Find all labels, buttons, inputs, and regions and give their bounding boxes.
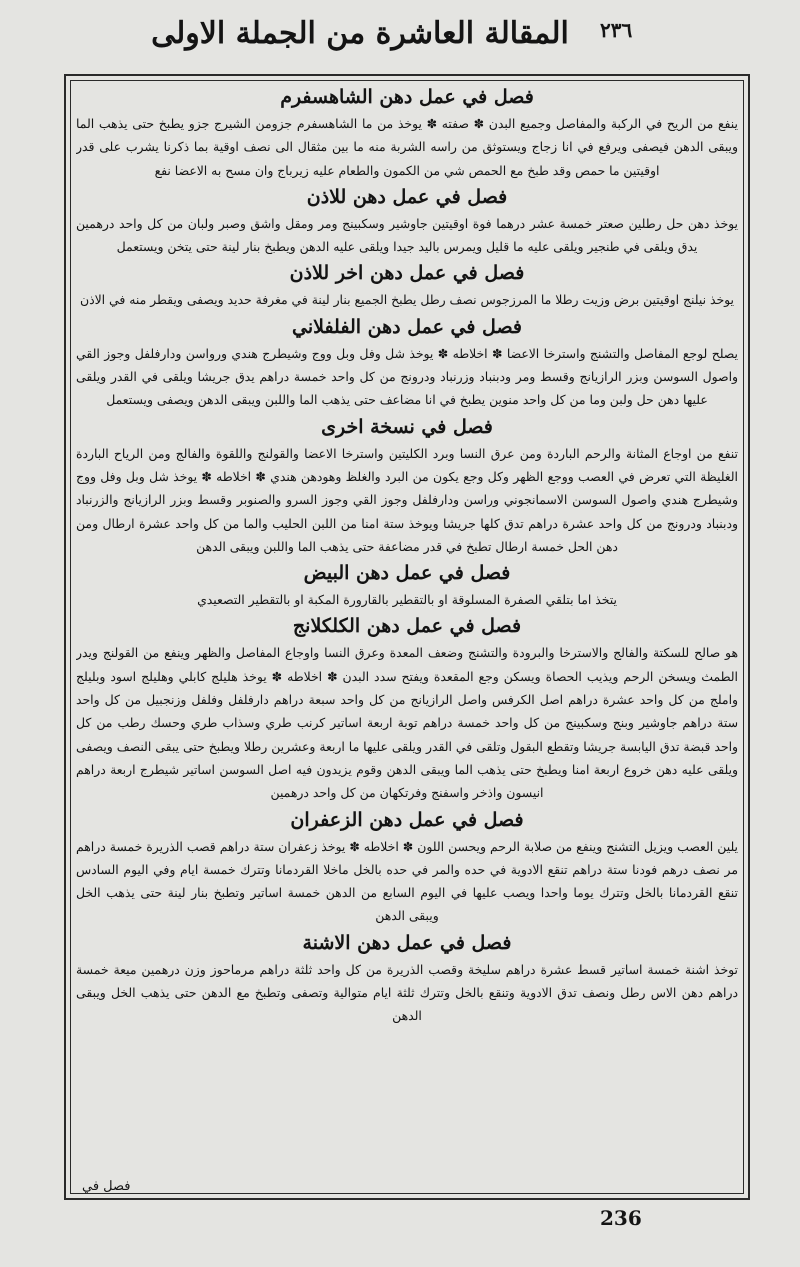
- section-body: ينفع من الريح في الركبة والمفاصل وجميع البدن ✽ صفته ✽ يوخذ من ما الشاهسفرم جزومن الشيرج جزو يطبخ حتى يذهب الما ويبقى الدهن فيصفى ويرفع في انا زجاج ويستوثق من راسه الشربة منه ما بين مثقال الى نصف اوقية بما ذكرنا يشرب على قدر اوقيتين ما حمص وقد طبخ مع الحمص شي من الكمون والطعام عليه زيرباج وان مسح به الاعضا نفع: [76, 116, 738, 178]
- section-body: يوخذ نيلنج اوقيتين برض وزيت رطلا ما المرزجوس نصف رطل يطبخ الجميع بنار لينة في مغرفة حديد ويصفى ويقطر منه في الاذن: [79, 292, 735, 308]
- section-body: هو صالح للسكتة والفالج والاسترخا والبرودة والتشنج وضعف المعدة وعرق النسا واوجاع المفاصل والظهر وينفع من القولنج ويدر الطمث ويسخن الرحم ويذيب الحصاة ويسكن وجع المقعدة ويفتح سدد البدن ✽ اخلاطه ✽ يوخذ هليلج كابلي وهليلج اسود وبليلج واملج من كل واحد عشرة دراهم اصل الكرفس واصل الرازيانج من كل واحد سبعة دراهم دارفلفل وفلفل وزنجبيل من كل واحد ستة دراهم جاوشير وبنج وسكبينج من كل واحد خمسة دراهم توبة اربعة اساتير كرنب طري وسذاب طري وحسك رطب من كل واحد قبضة تدق اليابسة جريشا وتقطع البقول وتلقى في القدر ويلقى عليها ما اربعة وعشرين رطلا ويطبخ حتى يبقى النصف ويصفى ويلقى عليه دهن خروع اربعة امنا ويطبخ حتى يذهب الما ويبقى الدهن وقوم يزيدون فيه اصل السوسن اساتير شيطرج اربعة دراهم انيسون واذخر واسفنج وفرتكهان من كل واحد درهمين: [76, 645, 738, 801]
- page-number-arabic: ٢٣٦: [600, 18, 633, 42]
- section-body: يتخذ اما بتلقي الصفرة المسلوقة او بالتقطير بالقارورة المكبة او بالتقطير التصعيدي: [197, 592, 617, 608]
- section-kalkalanj-oil: [76, 611, 738, 804]
- section-pepper-oil: [76, 312, 738, 412]
- page-number-latin: 236: [600, 1206, 642, 1230]
- catchword: فصل في: [82, 1179, 131, 1194]
- section-body: يلين العصب ويزيل التشنج وينفع من صلابة الرحم ويحسن اللون ✽ اخلاطه ✽ يوخذ زعفران ستة دراهم قصب الذريرة خمسة دراهم مر نصف درهم فودنا ستة دراهم تنقع الادوية في حده والمر في حده بالخل ماخلا القردمانا وتترك خمسة ايام وفي اليوم السادس تنقع القردمانا بالخل وتترك يوما واحدا ويصب عليها في اليوم السابع من الدهن خمسة اساتير وتطبخ بنار لينة حتى يذهب الخل ويبقى الدهن: [76, 838, 738, 924]
- section-body: يصلح لوجع المفاصل والتشنج واسترخا الاعضا ✽ اخلاطه ✽ يوخذ شل وفل وبل ووج وشيطرج هندي ورواسن ودارفلفل وجوز القي واصول السوسن وبزر الرازيانج وقسط ومر ودبنباد وزرنباد ودرونج من كل واحد خمسة دراهم يدق جريشا ويلقى في القدر ويلقى عليها دهن حل ولبن وما من كل واحد منوين يطبخ في انا مضاعف حتى يذهب الما واللبن ويبقى الدهن ويصفى ويستعمل: [76, 345, 738, 408]
- section-title: فصل في عمل دهن البيض: [303, 562, 511, 585]
- section-ear-oil-2: [76, 258, 738, 311]
- section-title: فصل في عمل دهن الكلكلانج: [292, 615, 522, 638]
- section-body: تنفع من اوجاع المثانة والرحم الباردة ومن عرق النسا وبرد الكليتين واسترخا الاعضا والقولنج واللقوة والفالج ومن الرياح الباردة الغليظة التي تعرض في العصب ووجع الظهر وكل وجع يكون من البرد والغلظ وهودهن هندي ✽ اخلاطه ✽ يوخذ شل وبل وفل ووج وشيطرج هندي واصول السوسن الاسمانجوني وراسن ودارفلفل وجوز القي وجوز السرو والصنوبر وقسط وبزر الرازيانج والزرنباد ودبنباد ودرونج من كل واحد عشرة دراهم تدق كلها جريشا ويوخذ ستة امنا من اللبن الحليب والما من كل واحد عشرة ارطال ومن دهن الحل خمسة ارطال تطبخ في قدر مضاعفة حتى يذهب الما واللبن ويبقى الدهن: [76, 445, 738, 554]
- section-ushna-oil: [76, 928, 738, 1028]
- section-title: فصل في عمل دهن الزعفران: [290, 808, 524, 831]
- section-title: فصل في نسخة اخرى: [321, 415, 493, 438]
- section-title: فصل في عمل دهن الشاهسفرم: [280, 86, 534, 108]
- text-frame: [64, 74, 750, 1200]
- text-block: [76, 82, 738, 1168]
- section-body: توخذ اشنة خمسة اساتير قسط عشرة دراهم سليخة وقصب الذريرة من كل واحد ثلثة دراهم مرماحوز وزن درهمين ميعة خمسة دراهم دهن الاس رطل ونصف تدق الادوية وتنقع بالخل وتترك ثلثة ايام متوالية وتصفى وتطبخ مع الدهن حتى يذهب الخل ويبقى الدهن: [76, 961, 738, 1024]
- section-title: فصل في عمل دهن الاشنة: [302, 931, 512, 954]
- section-dihn-shahsafram: [76, 82, 738, 182]
- section-egg-oil: [76, 558, 738, 611]
- running-head: المقالة العاشرة من الجملة الاولى: [151, 16, 569, 51]
- section-body: يوخذ دهن حل رطلين صعتر خمسة عشر درهما فوة اوقيتين جاوشير وسكبينج ومر ومقل واشق وصبر ولبان من كل واحد درهمين يدق ويلقى في طنجير ويلقى عليه ما قليل ويمرس باليد جيدا ويلقى عليه الدهن ويطبخ بنار لينة حتى يتخن ويستعمل: [76, 215, 738, 255]
- section-title: فصل في عمل دهن للاذن: [306, 185, 508, 208]
- section-title: فصل في عمل دهن الفلفلاني: [291, 315, 523, 338]
- section-other-recipe: [76, 412, 738, 558]
- section-title: فصل في عمل دهن اخر للاذن: [289, 262, 525, 285]
- section-saffron-oil: [76, 805, 738, 928]
- section-ear-oil: [76, 182, 738, 259]
